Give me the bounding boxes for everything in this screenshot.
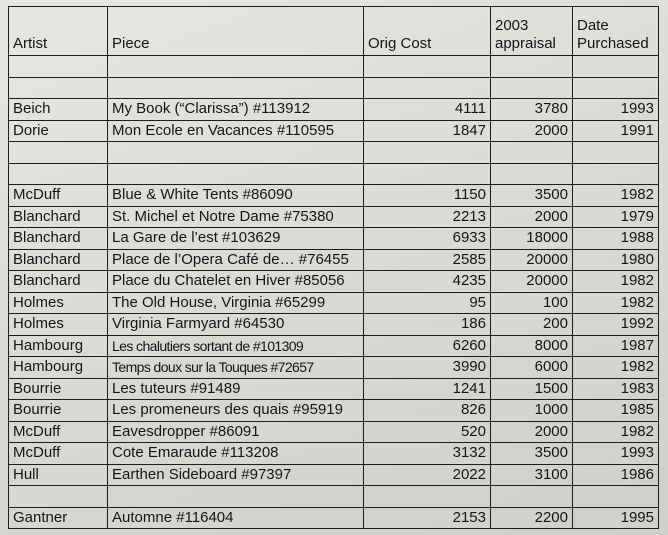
cell-date-purchased: 1983 xyxy=(573,378,659,400)
table-row xyxy=(9,271,659,293)
cell-orig-cost xyxy=(364,56,491,78)
cell-date-purchased: 1993 xyxy=(573,99,659,121)
cell-orig-cost: 2153 xyxy=(364,507,491,529)
cell-date-purchased: 1982 xyxy=(573,271,659,293)
cell-artist: Blanchard xyxy=(9,228,108,250)
cell-date-purchased: 1982 xyxy=(573,421,659,443)
cell-orig-cost: 4111 xyxy=(364,99,491,121)
cell-orig-cost: 2213 xyxy=(364,206,491,228)
table-row xyxy=(9,314,659,336)
cell-appraisal: 3780 xyxy=(491,99,573,121)
table-row xyxy=(9,486,659,508)
cell-orig-cost: 6933 xyxy=(364,228,491,250)
cell-piece: St. Michel et Notre Dame #75380 xyxy=(108,206,364,228)
cell-appraisal: 6000 xyxy=(491,357,573,379)
header-piece: Piece xyxy=(108,7,364,56)
header-date-purchased: Date Purchased xyxy=(573,7,659,56)
cell-orig-cost: 826 xyxy=(364,400,491,422)
cell-appraisal: 3500 xyxy=(491,185,573,207)
cell-appraisal: 20000 xyxy=(491,249,573,271)
cell-date-purchased: 1982 xyxy=(573,185,659,207)
cell-appraisal: 18000 xyxy=(491,228,573,250)
cell-piece: Cote Emaraude #113208 xyxy=(108,443,364,465)
cell-artist: Beich xyxy=(9,99,108,121)
cell-appraisal: 1500 xyxy=(491,378,573,400)
cell-piece xyxy=(108,77,364,99)
table-row xyxy=(9,292,659,314)
cell-appraisal: 2200 xyxy=(491,507,573,529)
table-row xyxy=(9,142,659,164)
cell-date-purchased xyxy=(573,142,659,164)
cell-piece: The Old House, Virginia #65299 xyxy=(108,292,364,314)
cell-artist xyxy=(9,142,108,164)
table-row xyxy=(9,120,659,142)
cell-artist: Holmes xyxy=(9,292,108,314)
cell-orig-cost xyxy=(364,142,491,164)
cell-piece: Automne #116404 xyxy=(108,507,364,529)
cell-appraisal xyxy=(491,77,573,99)
cell-appraisal xyxy=(491,163,573,185)
table-row xyxy=(9,56,659,78)
cell-date-purchased xyxy=(573,163,659,185)
cell-date-purchased xyxy=(573,77,659,99)
cell-artist: McDuff xyxy=(9,421,108,443)
cell-date-purchased: 1995 xyxy=(573,507,659,529)
cell-orig-cost: 3132 xyxy=(364,443,491,465)
table-row xyxy=(9,228,659,250)
cell-artist: Gantner xyxy=(9,507,108,529)
cell-artist: Bourrie xyxy=(9,378,108,400)
cell-piece: Virginia Farmyard #64530 xyxy=(108,314,364,336)
cell-piece: Eavesdropper #86091 xyxy=(108,421,364,443)
cell-orig-cost: 6260 xyxy=(364,335,491,357)
cell-piece: La Gare de l’est #103629 xyxy=(108,228,364,250)
cell-artist: McDuff xyxy=(9,443,108,465)
cell-date-purchased: 1988 xyxy=(573,228,659,250)
table-row xyxy=(9,464,659,486)
cell-date-purchased: 1992 xyxy=(573,314,659,336)
cell-orig-cost xyxy=(364,163,491,185)
table-row xyxy=(9,357,659,379)
cell-orig-cost: 1847 xyxy=(364,120,491,142)
cell-artist: Hull xyxy=(9,464,108,486)
cell-date-purchased xyxy=(573,486,659,508)
cell-date-purchased: 1982 xyxy=(573,292,659,314)
cell-orig-cost xyxy=(364,77,491,99)
cell-appraisal: 200 xyxy=(491,314,573,336)
cell-artist: Blanchard xyxy=(9,206,108,228)
cell-date-purchased: 1979 xyxy=(573,206,659,228)
cell-date-purchased: 1985 xyxy=(573,400,659,422)
cell-date-purchased: 1986 xyxy=(573,464,659,486)
cell-date-purchased xyxy=(573,56,659,78)
cell-artist: Holmes xyxy=(9,314,108,336)
cell-piece xyxy=(108,56,364,78)
table-row xyxy=(9,163,659,185)
table-row xyxy=(9,185,659,207)
cell-orig-cost: 186 xyxy=(364,314,491,336)
cell-piece xyxy=(108,142,364,164)
header-orig-cost: Orig Cost xyxy=(364,7,491,56)
cell-date-purchased: 1982 xyxy=(573,357,659,379)
table-row xyxy=(9,378,659,400)
cell-piece: Place du Chatelet en Hiver #85056 xyxy=(108,271,364,293)
cell-orig-cost: 1150 xyxy=(364,185,491,207)
cell-piece xyxy=(108,486,364,508)
table-row xyxy=(9,99,659,121)
cell-orig-cost xyxy=(364,486,491,508)
table-row xyxy=(9,443,659,465)
cell-artist: Dorie xyxy=(9,120,108,142)
cell-date-purchased: 1987 xyxy=(573,335,659,357)
cell-orig-cost: 2585 xyxy=(364,249,491,271)
table-row xyxy=(9,421,659,443)
cell-appraisal xyxy=(491,486,573,508)
table-row xyxy=(9,335,659,357)
table-row xyxy=(9,206,659,228)
header-row xyxy=(9,7,659,56)
cell-artist xyxy=(9,486,108,508)
cell-piece: Les tuteurs #91489 xyxy=(108,378,364,400)
table-row xyxy=(9,400,659,422)
cell-piece: Les chalutiers sortant de #101309 xyxy=(108,335,364,357)
cell-piece xyxy=(108,163,364,185)
cell-appraisal: 100 xyxy=(491,292,573,314)
cell-artist: Bourrie xyxy=(9,400,108,422)
cell-piece: Earthen Sideboard #97397 xyxy=(108,464,364,486)
cell-appraisal xyxy=(491,56,573,78)
cell-date-purchased: 1991 xyxy=(573,120,659,142)
cell-orig-cost: 4235 xyxy=(364,271,491,293)
cell-piece: Mon Ecole en Vacances #110595 xyxy=(108,120,364,142)
cell-piece: Les promeneurs des quais #95919 xyxy=(108,400,364,422)
table-row xyxy=(9,249,659,271)
cell-orig-cost: 95 xyxy=(364,292,491,314)
cell-appraisal: 8000 xyxy=(491,335,573,357)
cell-piece: My Book (“Clarissa”) #113912 xyxy=(108,99,364,121)
table-row xyxy=(9,77,659,99)
table-row xyxy=(9,507,659,529)
cell-appraisal: 20000 xyxy=(491,271,573,293)
cell-date-purchased: 1993 xyxy=(573,443,659,465)
cell-appraisal: 2000 xyxy=(491,206,573,228)
cell-artist xyxy=(9,163,108,185)
art-inventory-table xyxy=(8,6,659,529)
cell-appraisal: 1000 xyxy=(491,400,573,422)
cell-artist: Hambourg xyxy=(9,357,108,379)
cell-appraisal: 2000 xyxy=(491,421,573,443)
header-appraisal: 2003 appraisal xyxy=(491,7,573,56)
cell-piece: Temps doux sur la Touques #72657 xyxy=(108,357,364,379)
cell-date-purchased: 1980 xyxy=(573,249,659,271)
cell-orig-cost: 520 xyxy=(364,421,491,443)
cell-piece: Place de l’Opera Café de… #76455 xyxy=(108,249,364,271)
cell-piece: Blue & White Tents #86090 xyxy=(108,185,364,207)
cell-artist: Hambourg xyxy=(9,335,108,357)
cell-artist: McDuff xyxy=(9,185,108,207)
cell-artist xyxy=(9,56,108,78)
cell-appraisal xyxy=(491,142,573,164)
cell-artist: Blanchard xyxy=(9,271,108,293)
cell-appraisal: 3500 xyxy=(491,443,573,465)
cell-orig-cost: 2022 xyxy=(364,464,491,486)
cell-appraisal: 3100 xyxy=(491,464,573,486)
cell-appraisal: 2000 xyxy=(491,120,573,142)
cell-artist xyxy=(9,77,108,99)
cell-orig-cost: 1241 xyxy=(364,378,491,400)
cell-orig-cost: 3990 xyxy=(364,357,491,379)
header-artist: Artist xyxy=(9,7,108,56)
cell-artist: Blanchard xyxy=(9,249,108,271)
